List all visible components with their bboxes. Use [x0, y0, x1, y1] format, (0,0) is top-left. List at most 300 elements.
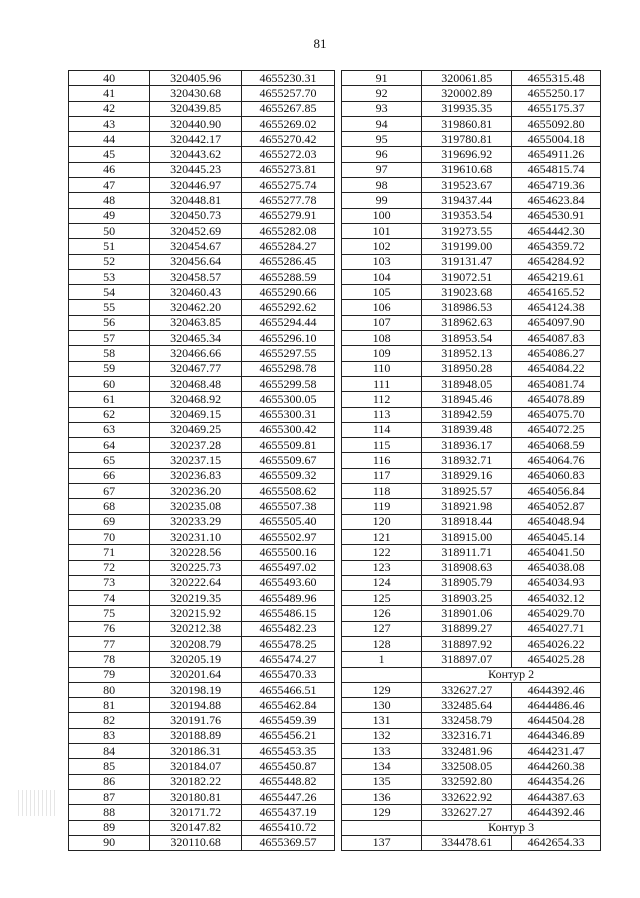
x-coordinate-cell: 319860.81	[422, 116, 512, 131]
contour-header-row	[342, 667, 601, 682]
y-coordinate-cell: 4655478.25	[242, 636, 335, 651]
point-number-cell: 96	[342, 147, 422, 162]
y-coordinate-cell: 4654052.87	[512, 499, 601, 514]
y-coordinate-cell: 4654097.90	[512, 315, 601, 330]
x-coordinate-cell: 320405.96	[150, 71, 242, 86]
y-coordinate-cell: 4655493.60	[242, 575, 335, 590]
table-row	[342, 101, 601, 116]
point-number-cell: 116	[342, 453, 422, 468]
point-number-cell: 83	[69, 728, 150, 743]
x-coordinate-cell: 320147.82	[150, 820, 242, 835]
y-coordinate-cell: 4655507.38	[242, 499, 335, 514]
point-number-cell: 91	[342, 71, 422, 86]
y-coordinate-cell: 4654086.27	[512, 346, 601, 361]
x-coordinate-cell: 320468.48	[150, 376, 242, 391]
x-coordinate-cell: 320110.68	[150, 835, 242, 850]
table-row	[69, 713, 335, 728]
point-number-cell: 108	[342, 331, 422, 346]
page-number: 81	[313, 36, 327, 51]
point-number-cell: 118	[342, 484, 422, 499]
x-coordinate-cell: 318897.92	[422, 636, 512, 651]
point-number-cell: 107	[342, 315, 422, 330]
point-number-cell: 126	[342, 606, 422, 621]
x-coordinate-cell: 320180.81	[150, 789, 242, 804]
x-coordinate-cell: 320186.31	[150, 744, 242, 759]
y-coordinate-cell: 4644354.26	[512, 774, 601, 789]
x-coordinate-cell: 320171.72	[150, 805, 242, 820]
table-row	[342, 208, 601, 223]
x-coordinate-cell: 320468.92	[150, 392, 242, 407]
y-coordinate-cell: 4654075.70	[512, 407, 601, 422]
point-number-cell: 92	[342, 86, 422, 101]
x-coordinate-cell: 320442.17	[150, 132, 242, 147]
point-number-cell: 57	[69, 331, 150, 346]
point-number-cell: 50	[69, 223, 150, 238]
point-number-cell: 84	[69, 744, 150, 759]
x-coordinate-cell: 320448.81	[150, 193, 242, 208]
x-coordinate-cell: 320182.22	[150, 774, 242, 789]
point-number-cell: 137	[342, 835, 422, 850]
y-coordinate-cell: 4654084.22	[512, 361, 601, 376]
table-row	[69, 499, 335, 514]
point-number-cell: 74	[69, 591, 150, 606]
table-row	[342, 621, 601, 636]
table-row	[69, 560, 335, 575]
table-row	[342, 606, 601, 621]
x-coordinate-cell: 320237.28	[150, 438, 242, 453]
point-number-cell: 129	[342, 682, 422, 697]
table-row	[69, 744, 335, 759]
empty-cell	[342, 820, 422, 835]
y-coordinate-cell: 4644260.38	[512, 759, 601, 774]
y-coordinate-cell: 4655272.03	[242, 147, 335, 162]
point-number-cell: 104	[342, 269, 422, 284]
table-row	[342, 285, 601, 300]
y-coordinate-cell: 4655456.21	[242, 728, 335, 743]
point-number-cell: 99	[342, 193, 422, 208]
point-number-cell: 75	[69, 606, 150, 621]
y-coordinate-cell: 4655505.40	[242, 514, 335, 529]
x-coordinate-cell: 318901.06	[422, 606, 512, 621]
point-number-cell: 45	[69, 147, 150, 162]
point-number-cell: 105	[342, 285, 422, 300]
y-coordinate-cell: 4655489.96	[242, 591, 335, 606]
table-row	[342, 376, 601, 391]
x-coordinate-cell: 320450.73	[150, 208, 242, 223]
y-coordinate-cell: 4655230.31	[242, 71, 335, 86]
x-coordinate-cell: 320469.15	[150, 407, 242, 422]
table-row	[342, 789, 601, 804]
table-row	[342, 835, 601, 850]
table-row	[69, 453, 335, 468]
table-row	[342, 682, 601, 697]
x-coordinate-cell: 320465.34	[150, 331, 242, 346]
point-number-cell: 122	[342, 545, 422, 560]
table-row	[69, 407, 335, 422]
point-number-cell: 69	[69, 514, 150, 529]
x-coordinate-cell: 318929.16	[422, 468, 512, 483]
table-row	[342, 805, 601, 820]
table-row	[69, 300, 335, 315]
point-number-cell: 97	[342, 162, 422, 177]
table-row	[342, 453, 601, 468]
y-coordinate-cell: 4654911.26	[512, 147, 601, 162]
point-number-cell: 77	[69, 636, 150, 651]
y-coordinate-cell: 4655315.48	[512, 71, 601, 86]
x-coordinate-cell: 319935.35	[422, 101, 512, 116]
table-row	[69, 101, 335, 116]
point-number-cell: 80	[69, 682, 150, 697]
y-coordinate-cell: 4655470.33	[242, 667, 335, 682]
x-coordinate-cell: 320446.97	[150, 178, 242, 193]
y-coordinate-cell: 4654530.91	[512, 208, 601, 223]
point-number-cell: 48	[69, 193, 150, 208]
table-row	[342, 239, 601, 254]
table-row	[69, 315, 335, 330]
y-coordinate-cell: 4655502.97	[242, 529, 335, 544]
y-coordinate-cell: 4655459.39	[242, 713, 335, 728]
x-coordinate-cell: 334478.61	[422, 835, 512, 850]
table-row	[342, 591, 601, 606]
point-number-cell: 66	[69, 468, 150, 483]
table-row	[69, 468, 335, 483]
x-coordinate-cell: 320445.23	[150, 162, 242, 177]
table-row	[69, 285, 335, 300]
table-row	[69, 376, 335, 391]
point-number-cell: 59	[69, 361, 150, 376]
x-coordinate-cell: 320469.25	[150, 422, 242, 437]
table-row	[69, 835, 335, 850]
table-row	[342, 575, 601, 590]
x-coordinate-cell: 320228.56	[150, 545, 242, 560]
table-row	[342, 744, 601, 759]
y-coordinate-cell: 4655288.59	[242, 269, 335, 284]
point-number-cell: 68	[69, 499, 150, 514]
y-coordinate-cell: 4655508.62	[242, 484, 335, 499]
point-number-cell: 58	[69, 346, 150, 361]
y-coordinate-cell: 4654048.94	[512, 514, 601, 529]
scan-artifact	[18, 790, 58, 816]
point-number-cell: 79	[69, 667, 150, 682]
x-coordinate-cell: 319353.54	[422, 208, 512, 223]
table-row	[342, 315, 601, 330]
x-coordinate-cell: 320236.83	[150, 468, 242, 483]
x-coordinate-cell: 320440.90	[150, 116, 242, 131]
x-coordinate-cell: 320439.85	[150, 101, 242, 116]
x-coordinate-cell: 318945.46	[422, 392, 512, 407]
y-coordinate-cell: 4655250.17	[512, 86, 601, 101]
y-coordinate-cell: 4655486.15	[242, 606, 335, 621]
x-coordinate-cell: 320194.88	[150, 698, 242, 713]
point-number-cell: 100	[342, 208, 422, 223]
x-coordinate-cell: 332627.27	[422, 805, 512, 820]
x-coordinate-cell: 319610.68	[422, 162, 512, 177]
table-row	[342, 698, 601, 713]
point-number-cell: 52	[69, 254, 150, 269]
point-number-cell: 134	[342, 759, 422, 774]
x-coordinate-cell: 319072.51	[422, 269, 512, 284]
table-row	[342, 300, 601, 315]
point-number-cell: 90	[69, 835, 150, 850]
point-number-cell: 61	[69, 392, 150, 407]
table-row	[69, 86, 335, 101]
y-coordinate-cell: 4654081.74	[512, 376, 601, 391]
y-coordinate-cell: 4654041.50	[512, 545, 601, 560]
empty-cell	[342, 667, 422, 682]
x-coordinate-cell: 320466.66	[150, 346, 242, 361]
table-row	[342, 346, 601, 361]
point-number-cell: 124	[342, 575, 422, 590]
x-coordinate-cell: 320215.92	[150, 606, 242, 621]
table-row	[69, 575, 335, 590]
point-number-cell: 133	[342, 744, 422, 759]
table-row	[69, 774, 335, 789]
y-coordinate-cell: 4655297.55	[242, 346, 335, 361]
table-row	[69, 652, 335, 667]
point-number-cell: 44	[69, 132, 150, 147]
x-coordinate-cell: 332316.71	[422, 728, 512, 743]
point-number-cell: 127	[342, 621, 422, 636]
table-row	[69, 759, 335, 774]
x-coordinate-cell: 318905.79	[422, 575, 512, 590]
y-coordinate-cell: 4654026.22	[512, 636, 601, 651]
x-coordinate-cell: 319437.44	[422, 193, 512, 208]
point-number-cell: 62	[69, 407, 150, 422]
y-coordinate-cell: 4642654.33	[512, 835, 601, 850]
table-row	[69, 529, 335, 544]
point-number-cell: 123	[342, 560, 422, 575]
x-coordinate-cell: 332458.79	[422, 713, 512, 728]
x-coordinate-cell: 318918.44	[422, 514, 512, 529]
x-coordinate-cell: 320467.77	[150, 361, 242, 376]
point-number-cell: 129	[342, 805, 422, 820]
x-coordinate-cell: 320061.85	[422, 71, 512, 86]
y-coordinate-cell: 4655410.72	[242, 820, 335, 835]
point-number-cell: 114	[342, 422, 422, 437]
point-number-cell: 95	[342, 132, 422, 147]
x-coordinate-cell: 319523.67	[422, 178, 512, 193]
point-number-cell: 49	[69, 208, 150, 223]
point-number-cell: 65	[69, 453, 150, 468]
x-coordinate-cell: 332622.92	[422, 789, 512, 804]
table-row	[342, 652, 601, 667]
table-row	[69, 392, 335, 407]
table-row	[69, 606, 335, 621]
table-row	[342, 71, 601, 86]
table-row	[342, 438, 601, 453]
table-row	[342, 269, 601, 284]
x-coordinate-cell: 320205.19	[150, 652, 242, 667]
point-number-cell: 67	[69, 484, 150, 499]
table-row	[69, 71, 335, 86]
table-row	[69, 239, 335, 254]
point-number-cell: 93	[342, 101, 422, 116]
point-number-cell: 56	[69, 315, 150, 330]
table-row	[69, 193, 335, 208]
x-coordinate-cell: 318950.28	[422, 361, 512, 376]
point-number-cell: 113	[342, 407, 422, 422]
y-coordinate-cell: 4655450.87	[242, 759, 335, 774]
y-coordinate-cell: 4655300.42	[242, 422, 335, 437]
contour-title: Контур 2	[422, 667, 601, 682]
point-number-cell: 110	[342, 361, 422, 376]
point-number-cell: 78	[69, 652, 150, 667]
point-number-cell: 47	[69, 178, 150, 193]
x-coordinate-cell: 320191.76	[150, 713, 242, 728]
y-coordinate-cell: 4654032.12	[512, 591, 601, 606]
y-coordinate-cell: 4655500.16	[242, 545, 335, 560]
y-coordinate-cell: 4644392.46	[512, 682, 601, 697]
x-coordinate-cell: 320208.79	[150, 636, 242, 651]
x-coordinate-cell: 320236.20	[150, 484, 242, 499]
x-coordinate-cell: 318939.48	[422, 422, 512, 437]
y-coordinate-cell: 4655462.84	[242, 698, 335, 713]
x-coordinate-cell: 318948.05	[422, 376, 512, 391]
y-coordinate-cell: 4654064.76	[512, 453, 601, 468]
point-number-cell: 81	[69, 698, 150, 713]
y-coordinate-cell: 4655437.19	[242, 805, 335, 820]
point-number-cell: 119	[342, 499, 422, 514]
table-row	[342, 759, 601, 774]
table-row	[342, 774, 601, 789]
y-coordinate-cell: 4655092.80	[512, 116, 601, 131]
y-coordinate-cell: 4654284.92	[512, 254, 601, 269]
point-number-cell: 109	[342, 346, 422, 361]
x-coordinate-cell: 320201.64	[150, 667, 242, 682]
contour-header-row	[342, 820, 601, 835]
y-coordinate-cell: 4655299.58	[242, 376, 335, 391]
point-number-cell: 101	[342, 223, 422, 238]
table-row	[342, 254, 601, 269]
x-coordinate-cell: 319273.55	[422, 223, 512, 238]
x-coordinate-cell: 319023.68	[422, 285, 512, 300]
y-coordinate-cell: 4655279.91	[242, 208, 335, 223]
x-coordinate-cell: 320188.89	[150, 728, 242, 743]
y-coordinate-cell: 4655286.45	[242, 254, 335, 269]
point-number-cell: 111	[342, 376, 422, 391]
y-coordinate-cell: 4655284.27	[242, 239, 335, 254]
y-coordinate-cell: 4655175.37	[512, 101, 601, 116]
x-coordinate-cell: 318942.59	[422, 407, 512, 422]
x-coordinate-cell: 320443.62	[150, 147, 242, 162]
table-row	[342, 484, 601, 499]
table-row	[69, 269, 335, 284]
y-coordinate-cell: 4654038.08	[512, 560, 601, 575]
contour-title: Контур 3	[422, 820, 601, 835]
x-coordinate-cell: 320219.35	[150, 591, 242, 606]
point-number-cell: 72	[69, 560, 150, 575]
y-coordinate-cell: 4655453.35	[242, 744, 335, 759]
x-coordinate-cell: 320462.20	[150, 300, 242, 315]
table-row	[342, 132, 601, 147]
y-coordinate-cell: 4655300.05	[242, 392, 335, 407]
table-row	[342, 116, 601, 131]
y-coordinate-cell: 4655497.02	[242, 560, 335, 575]
point-number-cell: 112	[342, 392, 422, 407]
table-row	[342, 407, 601, 422]
y-coordinate-cell: 4654034.93	[512, 575, 601, 590]
x-coordinate-cell: 319696.92	[422, 147, 512, 162]
table-row	[69, 346, 335, 361]
point-number-cell: 42	[69, 101, 150, 116]
y-coordinate-cell: 4655282.08	[242, 223, 335, 238]
table-row	[69, 789, 335, 804]
table-row	[342, 361, 601, 376]
point-number-cell: 136	[342, 789, 422, 804]
y-coordinate-cell: 4655004.18	[512, 132, 601, 147]
y-coordinate-cell: 4655270.42	[242, 132, 335, 147]
point-number-cell: 131	[342, 713, 422, 728]
table-row	[69, 514, 335, 529]
x-coordinate-cell: 320452.69	[150, 223, 242, 238]
table-row	[69, 621, 335, 636]
y-coordinate-cell: 4655273.81	[242, 162, 335, 177]
table-row	[342, 560, 601, 575]
y-coordinate-cell: 4654045.14	[512, 529, 601, 544]
table-row	[342, 636, 601, 651]
x-coordinate-cell: 320225.73	[150, 560, 242, 575]
table-row	[69, 698, 335, 713]
x-coordinate-cell: 318911.71	[422, 545, 512, 560]
table-row	[69, 162, 335, 177]
x-coordinate-cell: 320463.85	[150, 315, 242, 330]
x-coordinate-cell: 320430.68	[150, 86, 242, 101]
point-number-cell: 71	[69, 545, 150, 560]
table-row	[69, 254, 335, 269]
table-row	[69, 682, 335, 697]
x-coordinate-cell: 320454.67	[150, 239, 242, 254]
table-row	[69, 820, 335, 835]
x-coordinate-cell: 320458.57	[150, 269, 242, 284]
x-coordinate-cell: 318925.57	[422, 484, 512, 499]
point-number-cell: 89	[69, 820, 150, 835]
y-coordinate-cell: 4654165.52	[512, 285, 601, 300]
x-coordinate-cell: 319780.81	[422, 132, 512, 147]
x-coordinate-cell: 318952.13	[422, 346, 512, 361]
table-row	[69, 132, 335, 147]
x-coordinate-cell: 318962.63	[422, 315, 512, 330]
point-number-cell: 120	[342, 514, 422, 529]
point-number-cell: 60	[69, 376, 150, 391]
table-row	[69, 147, 335, 162]
point-number-cell: 41	[69, 86, 150, 101]
table-row	[342, 468, 601, 483]
y-coordinate-cell: 4655482.23	[242, 621, 335, 636]
point-number-cell: 64	[69, 438, 150, 453]
y-coordinate-cell: 4654025.28	[512, 652, 601, 667]
point-number-cell: 132	[342, 728, 422, 743]
y-coordinate-cell: 4655300.31	[242, 407, 335, 422]
x-coordinate-cell: 320235.08	[150, 499, 242, 514]
table-row	[342, 545, 601, 560]
table-row	[69, 545, 335, 560]
table-row	[69, 331, 335, 346]
table-row	[69, 805, 335, 820]
y-coordinate-cell: 4655275.74	[242, 178, 335, 193]
x-coordinate-cell: 320002.89	[422, 86, 512, 101]
x-coordinate-cell: 320198.19	[150, 682, 242, 697]
x-coordinate-cell: 318915.00	[422, 529, 512, 544]
point-number-cell: 117	[342, 468, 422, 483]
x-coordinate-cell: 320233.29	[150, 514, 242, 529]
y-coordinate-cell: 4655509.32	[242, 468, 335, 483]
point-number-cell: 102	[342, 239, 422, 254]
y-coordinate-cell: 4654056.84	[512, 484, 601, 499]
y-coordinate-cell: 4655369.57	[242, 835, 335, 850]
right-coordinates-table	[341, 70, 601, 851]
x-coordinate-cell: 318936.17	[422, 438, 512, 453]
point-number-cell: 46	[69, 162, 150, 177]
